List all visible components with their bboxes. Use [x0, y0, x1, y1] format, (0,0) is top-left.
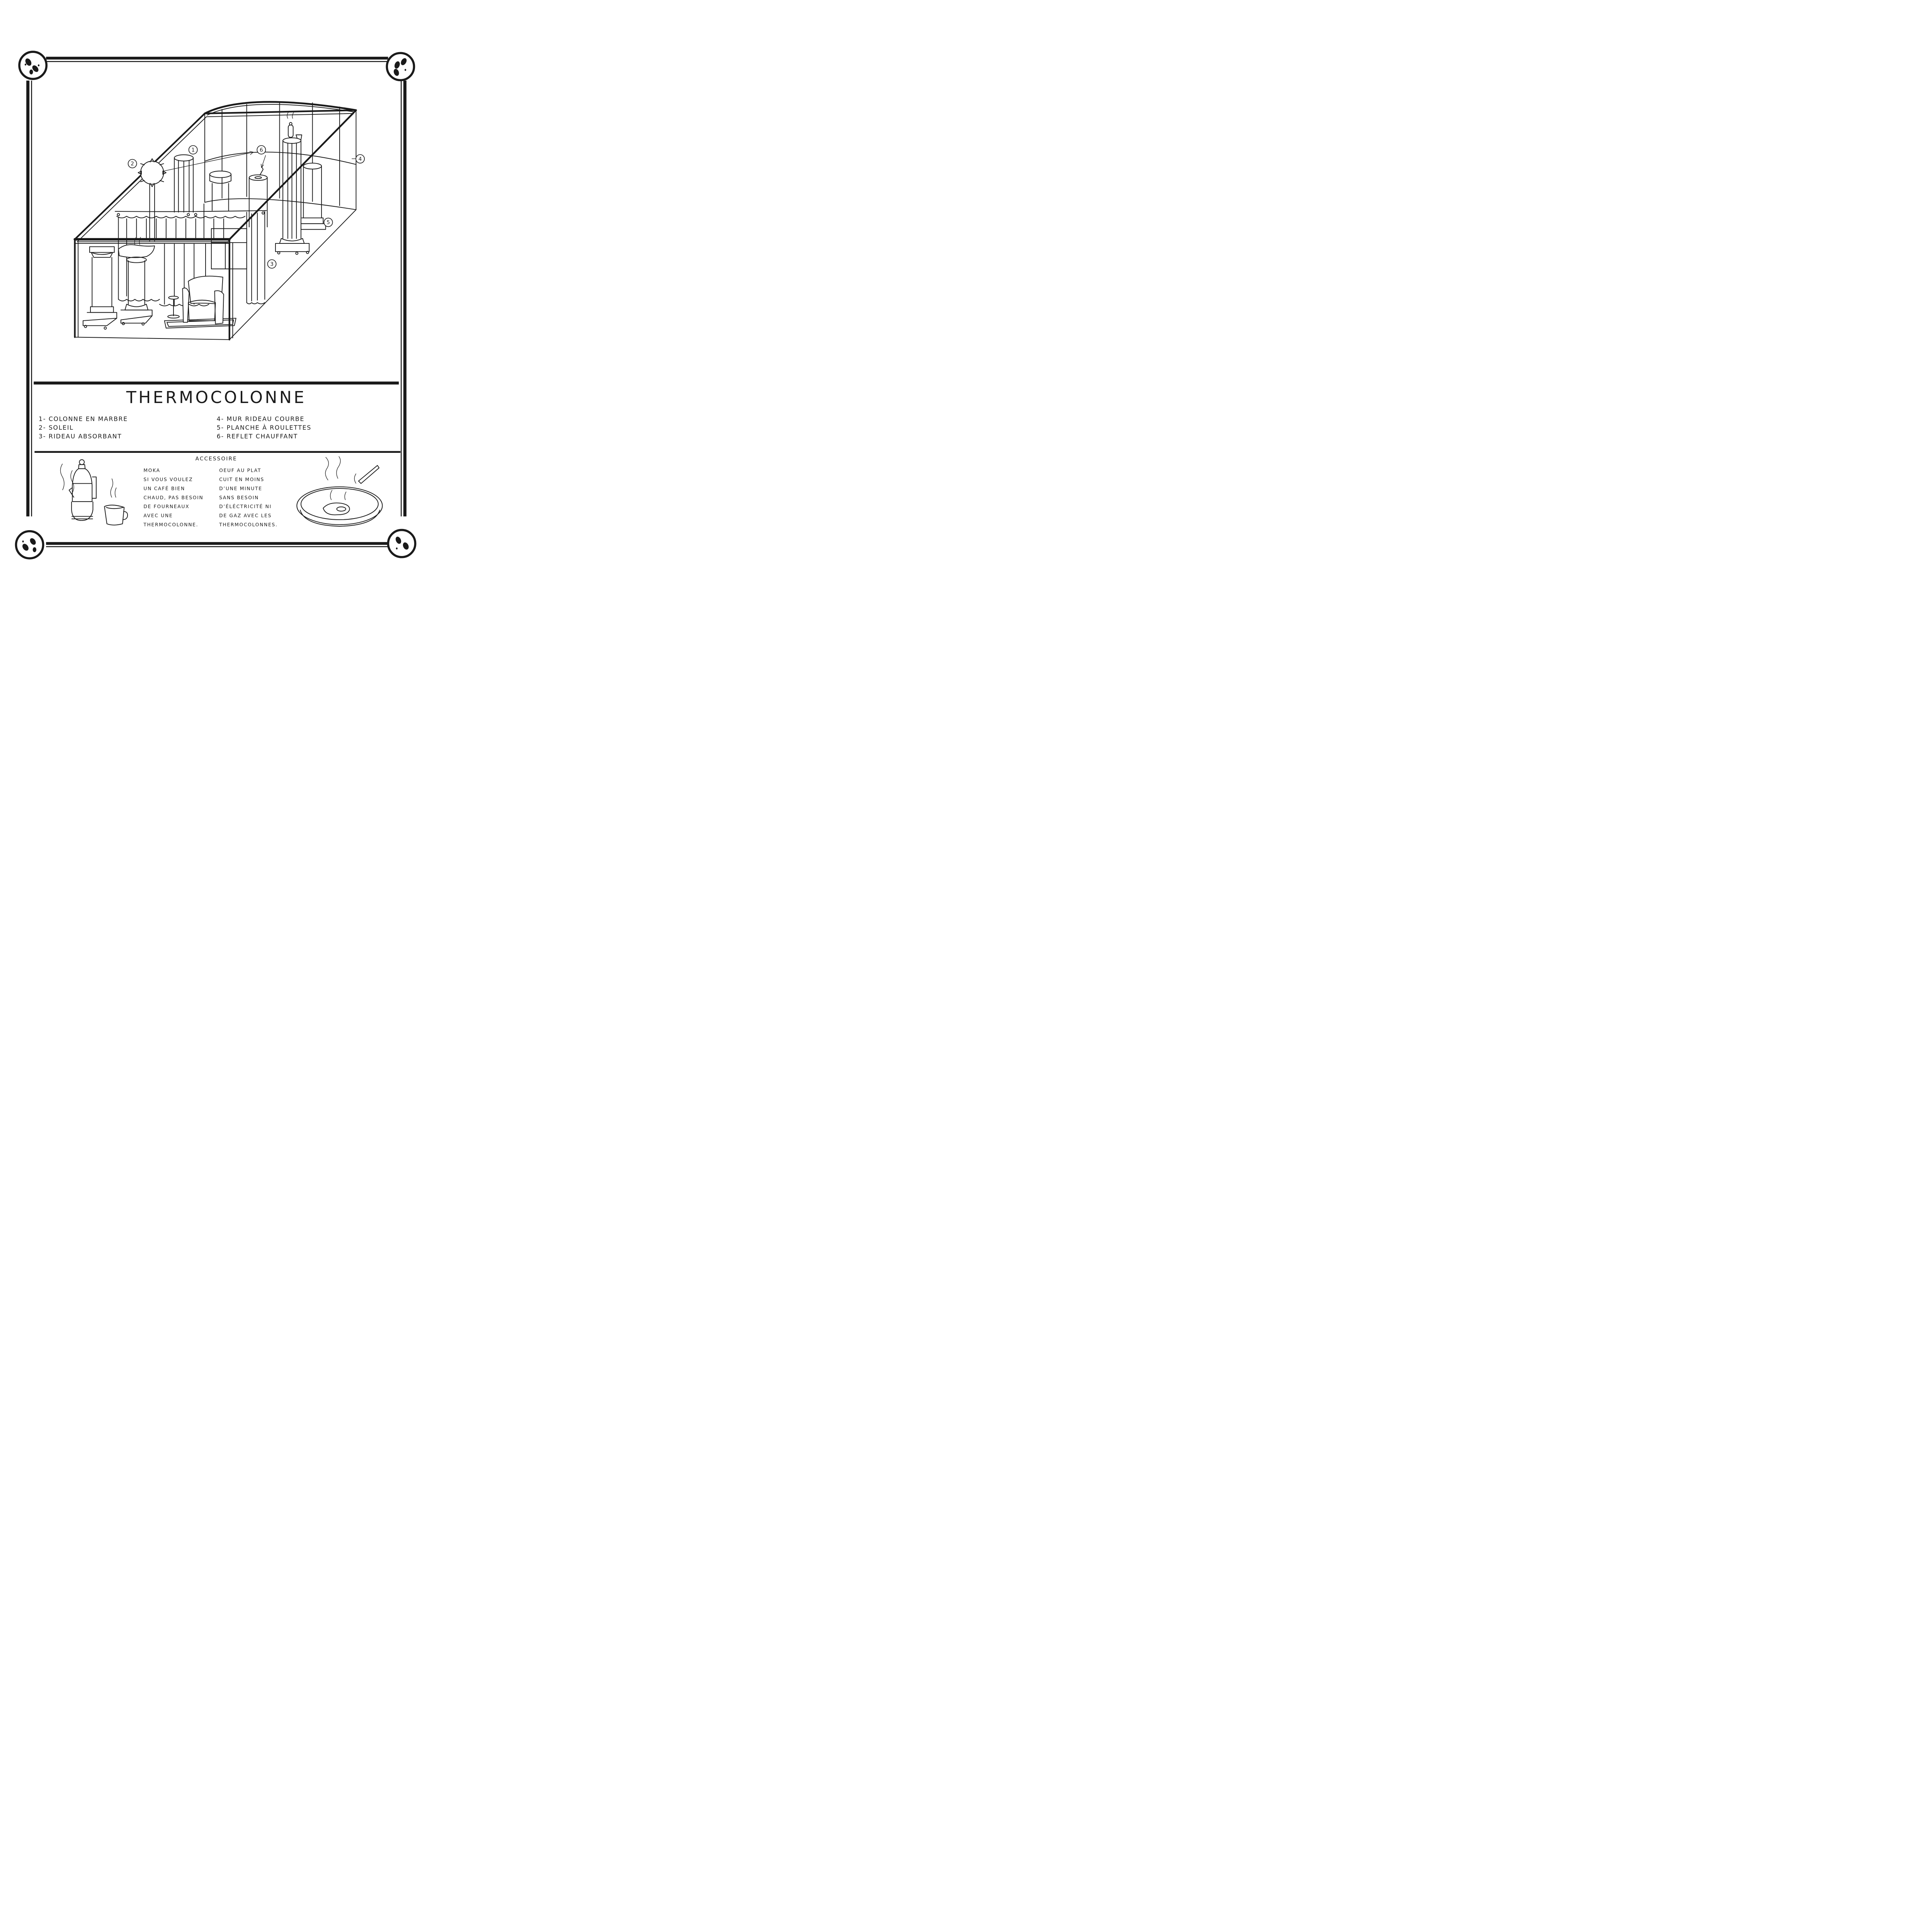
moka-line: THERMOCOLONNE.	[143, 522, 199, 527]
armchair	[165, 276, 236, 328]
marble-column-middle	[210, 171, 231, 211]
footprints-icon	[16, 531, 43, 558]
oeuf-line: THERMOCOLONNES.	[219, 522, 278, 527]
curved-curtain-wall	[205, 102, 356, 210]
footprints-icon	[387, 53, 414, 80]
sun	[138, 159, 166, 241]
oeuf-line: D’ÉLÉCTRICITÉ NI	[219, 504, 272, 510]
callout-4-label: 4	[358, 156, 362, 162]
oeuf-text	[219, 468, 277, 527]
heat-arrows	[163, 151, 265, 171]
callout-5-label: 5	[327, 219, 330, 226]
frying-pan-illustration	[297, 456, 382, 526]
callout-6	[257, 146, 265, 154]
poster-svg	[0, 0, 433, 612]
oeuf-line: CUIT EN MOINS	[219, 476, 264, 482]
marble-column-back	[174, 155, 193, 213]
legend-rule-bottom	[34, 451, 400, 453]
oeuf-title: OEUF AU PLAT	[219, 468, 262, 473]
callout-3	[267, 260, 276, 268]
legend-item: 1- COLONNE EN MARBRE	[39, 415, 128, 423]
callout-2-label: 2	[131, 161, 134, 167]
moka-title: MOKA	[143, 468, 160, 473]
legend-item: 3- RIDEAU ABSORBANT	[39, 432, 122, 440]
oeuf-line: SANS BESOIN	[219, 495, 259, 500]
moka-line: DE FOURNEAUX	[143, 504, 190, 510]
legend-item: 2- SOLEIL	[39, 423, 74, 431]
footprints-icon	[19, 52, 46, 79]
callout-4	[356, 155, 364, 163]
moka-line: AVEC UNE	[143, 513, 173, 519]
moka-pot-illustration	[60, 460, 128, 525]
callout-1	[189, 146, 197, 154]
callout-2	[128, 159, 137, 168]
accessoire-heading: ACCESSOIRE	[195, 456, 237, 462]
poster	[0, 0, 433, 612]
callout-6-label: 6	[259, 147, 263, 153]
moka-text	[143, 468, 203, 527]
callout-3-label: 3	[270, 261, 274, 267]
marble-column-right	[301, 163, 326, 230]
title-rule-top	[34, 381, 399, 384]
moka-line: CHAUD, PAS BESOIN	[143, 495, 204, 500]
footprints-icon	[388, 530, 415, 557]
oeuf-line: D’UNE MINUTE	[219, 486, 262, 492]
marble-column-front-left	[83, 247, 117, 329]
cushion-column	[118, 237, 155, 325]
legend	[39, 415, 311, 440]
legend-item: 6- REFLET CHAUFFANT	[216, 432, 298, 440]
moka-line: SI VOUS VOULEZ	[143, 476, 193, 482]
page-title: THERMOCOLONNE	[126, 388, 306, 407]
legend-item: 5- PLANCHE À ROULETTES	[216, 423, 312, 431]
oeuf-line: DE GAZ AVEC LES	[219, 513, 272, 519]
tall-column-moka	[276, 112, 309, 254]
legend-item: 4- MUR RIDEAU COURBE	[216, 415, 304, 423]
callout-5	[324, 218, 332, 226]
callout-1-label: 1	[191, 147, 195, 153]
moka-line: UN CAFÉ BIEN	[143, 486, 185, 492]
isometric-diagram	[75, 102, 356, 340]
